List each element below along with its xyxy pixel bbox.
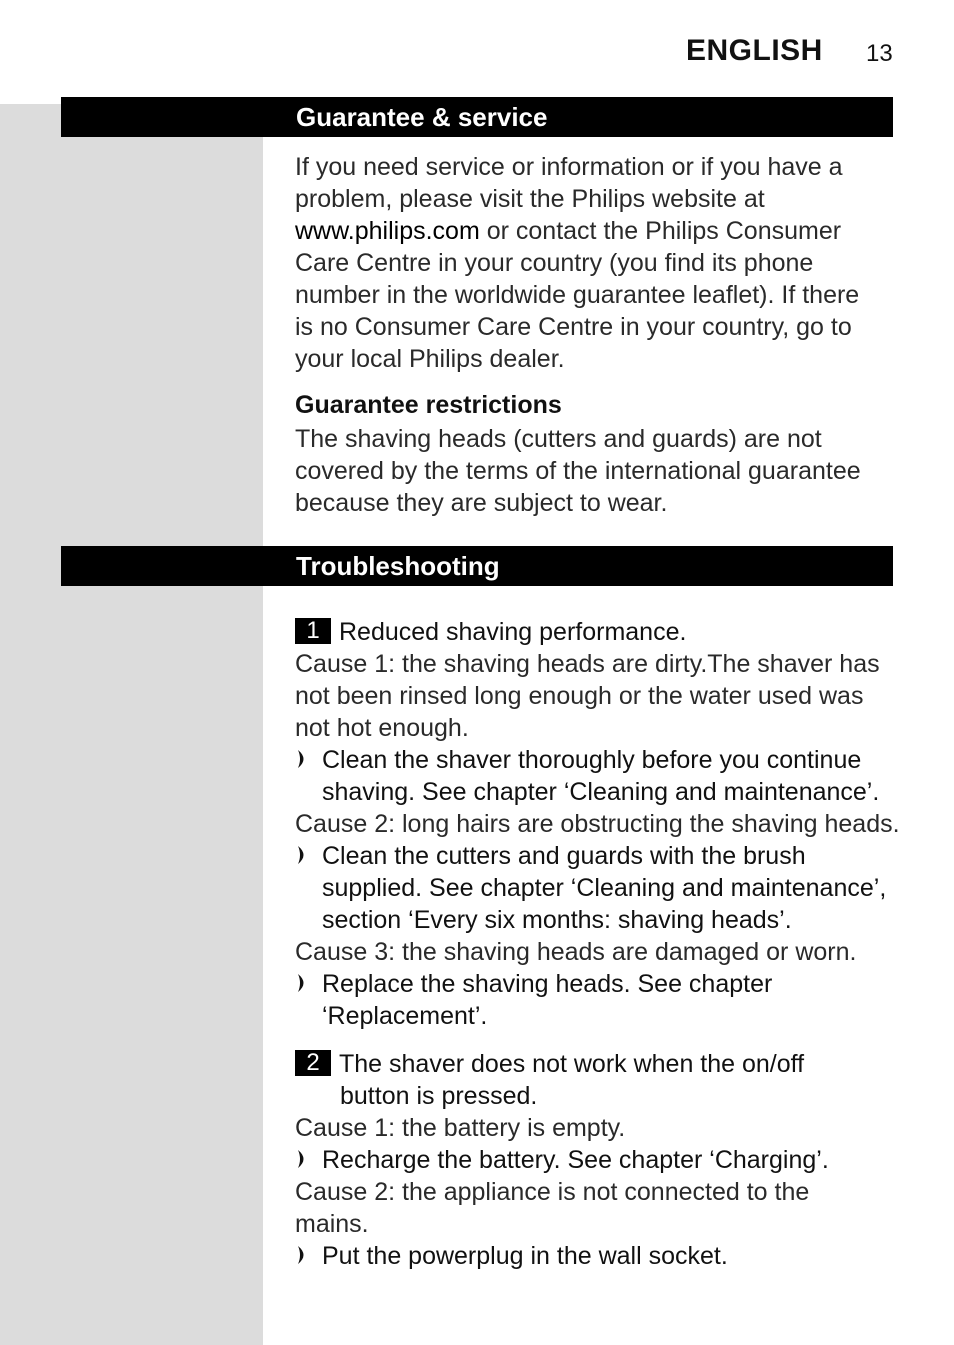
text-line: [295, 840, 886, 872]
language-header: ENGLISH: [686, 34, 823, 67]
text-line: Cause 2: the appliance is not connected to the: [295, 1178, 810, 1206]
problem-title-text: Reduced shaving performance.: [339, 618, 687, 646]
text-line: [295, 1048, 804, 1080]
text-line: because they are subject to wear.: [295, 489, 668, 517]
text-line: mains.: [295, 1210, 369, 1238]
philips-website-link[interactable]: www.philips.com: [295, 217, 480, 245]
text-line: section ‘Every six months: shaving heads’.: [322, 906, 792, 934]
bullet-text: Recharge the battery. See chapter ‘Charging’.: [322, 1146, 829, 1174]
problem-title-text: The shaver does not work when the on/off: [339, 1050, 805, 1078]
restrictions-heading: Guarantee restrictions: [295, 391, 562, 419]
text-line: is no Consumer Care Centre in your country, go to: [295, 313, 852, 341]
step-number-badge: 2: [295, 1050, 331, 1076]
text-line: button is pressed.: [340, 1082, 538, 1110]
section-title: Guarantee & service: [296, 102, 548, 132]
text-line: problem, please visit the Philips website at: [295, 185, 765, 213]
text-line: [295, 744, 879, 776]
text-line: shaving. See chapter ‘Cleaning and maintenance’.: [322, 778, 880, 806]
guarantee-paragraph: [295, 151, 859, 375]
text-line: covered by the terms of the international guarantee: [295, 457, 861, 485]
bullet-arrow-icon: [297, 1245, 310, 1265]
bullet-text: Replace the shaving heads. See chapter: [322, 970, 773, 998]
text-line: [295, 215, 859, 247]
step-number-badge: 1: [295, 618, 331, 644]
text-span: or contact the Philips Consumer: [479, 217, 842, 245]
bullet-text: Put the powerplug in the wall socket.: [322, 1242, 728, 1270]
problem-1-title: [295, 616, 686, 648]
text-line: not been rinsed long enough or the water used was: [295, 682, 864, 710]
text-line: ‘Replacement’.: [322, 1002, 488, 1030]
solution-bullet: [295, 1144, 829, 1176]
bullet-arrow-icon: [297, 749, 310, 769]
solution-bullet: [295, 840, 886, 936]
bullet-arrow-icon: [297, 1149, 310, 1169]
solution-bullet: [295, 1240, 728, 1272]
text-line: Cause 1: the shaving heads are dirty.The shaver has: [295, 650, 880, 678]
left-margin-panel: [0, 104, 263, 1345]
bullet-text: Clean the shaver thoroughly before you continue: [322, 746, 862, 774]
solution-bullet: [295, 968, 772, 1032]
text-line: [295, 1144, 829, 1176]
problem-1-cause-3: Cause 3: the shaving heads are damaged or worn.: [295, 938, 857, 966]
text-line: your local Philips dealer.: [295, 345, 565, 373]
text-line: Care Centre in your country (you find its phone: [295, 249, 814, 277]
section-title: Troubleshooting: [296, 551, 500, 581]
page-number: 13: [866, 40, 893, 67]
bullet-arrow-icon: [297, 973, 310, 993]
text-line: [295, 1240, 728, 1272]
bullet-text: Clean the cutters and guards with the brush: [322, 842, 806, 870]
restrictions-paragraph: [295, 423, 861, 519]
text-line: supplied. See chapter ‘Cleaning and maintenance’,: [322, 874, 887, 902]
bullet-arrow-icon: [297, 845, 310, 865]
text-line: The shaving heads (cutters and guards) are not: [295, 425, 822, 453]
solution-bullet: [295, 744, 879, 808]
text-line: [295, 968, 772, 1000]
problem-2-title: [295, 1048, 804, 1112]
problem-1-cause-2: Cause 2: long hairs are obstructing the shaving heads.: [295, 810, 900, 838]
problem-2-cause-2: [295, 1176, 809, 1240]
problem-2-cause-1: Cause 1: the battery is empty.: [295, 1114, 626, 1142]
text-line: not hot enough.: [295, 714, 469, 742]
text-line: number in the worldwide guarantee leaflet). If there: [295, 281, 860, 309]
section-header-troubleshooting: [61, 546, 893, 586]
section-header-guarantee: [61, 97, 893, 137]
text-line: If you need service or information or if you have a: [295, 153, 843, 181]
problem-1-cause-1: [295, 648, 880, 744]
